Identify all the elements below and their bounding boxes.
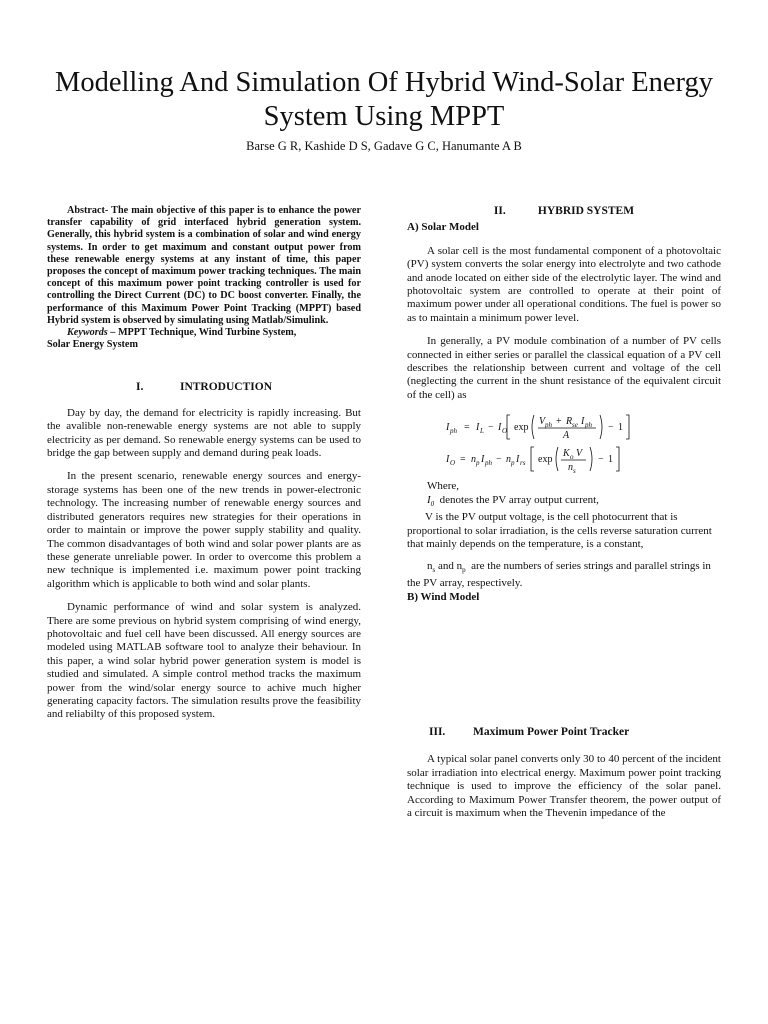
svg-text:exp: exp (514, 422, 529, 434)
svg-text:o: o (570, 453, 574, 462)
svg-text:1: 1 (608, 454, 613, 466)
left-column (47, 205, 361, 732)
section-number: I. (135, 381, 144, 394)
svg-text:+: + (556, 416, 562, 428)
section-number: II. (493, 205, 506, 217)
abstract-body: The main objective of this paper is to enhance the power transfer capability of grid interfaced hybrid generation system. Generally, this hybrid system is a combination of solar and wind energy systems. In order to get maximum and constant output power from these renewable energy systems at any instant of time, this paper proposes the concept of maximum power tracking techniques. The main concept of this maximum power point tracking controller is used for controlling the Direct Current (DC) to DC boost converter. Finally, the performance of this Maximum Power Point Tracking (MPPT) based Hybrid system is observed by simulating using Matlab/Simulink. (47, 205, 361, 326)
intro-paragraph-3: Dynamic performance of wind and solar system is analyzed. There are some previous on hybrid system comprising of wind energy, photovoltaic and fuel cell have been discussed. All energy sources are modeled using MATLAB software tool to analyze their behaviour. In this paper, a wind solar hybrid power generation system is model is studied and simulated. A simple control method tracks the maximum power from the wind/solar energy source to achive much higher generating capacity factors. The simulation results prove the feasibility and reliabilty of this proposed system. (47, 601, 361, 721)
svg-text:s: s (573, 467, 576, 475)
section-title: Maximum Power Point Tracker (473, 725, 630, 738)
svg-text:se: se (572, 421, 578, 430)
svg-text:R: R (566, 416, 573, 428)
svg-text:L: L (480, 427, 484, 436)
keywords (47, 327, 361, 339)
svg-text:I: I (516, 454, 520, 466)
svg-text:1: 1 (618, 422, 623, 434)
subheading-solar-model: A) Solar Model (407, 221, 479, 234)
svg-text:V: V (539, 416, 546, 428)
svg-text:−: − (488, 422, 494, 434)
section-heading-hybrid-system (407, 205, 721, 218)
section-heading-mppt (407, 726, 721, 739)
svg-text:p: p (511, 459, 515, 468)
svg-text:=: = (464, 422, 470, 434)
solar-paragraph-1: A solar cell is the most fundamental component of a photovoltaic (PV) system converts the solar energy into electrolyte and two cathode and anode located on either side of the electrolytic layer. The wind and photovoltaic system are controlled to operate at their point of maximum power under all operational conditions. The fuel is power so as to maintain a minimum power level. (407, 244, 721, 324)
svg-text:ph: ph (585, 421, 592, 430)
right-column (407, 205, 721, 830)
svg-text:I: I (581, 416, 585, 428)
mppt-paragraph-1: A typical solar panel converts only 30 to 40 percent of the incident solar irradiation into electrical energy. Maximum power point tracking technique is used to improve the efficiency of the solar panel. According to Maximum Power Transfer theorem, the power output of a circuit is maximum when the Thevenin impedance of the (407, 753, 721, 819)
keywords-text: – MPPT Technique, Wind Turbine System, (110, 327, 297, 339)
definition-io: $I_0$ denotes the PV array output current, (427, 493, 599, 508)
svg-text:I: I (446, 422, 450, 434)
svg-text:n: n (568, 462, 573, 474)
solar-paragraph-2: In generally, a PV module combination of a number of PV cells connected in either series or parallel the classical equation of a PV cell describes the relationship between current and voltage of the cell (neglecting the current in the shunt resistance of the equivalent circuit of the cell) as (407, 335, 721, 401)
abstract-label: Abstract- (67, 205, 109, 216)
author-list: Barse G R, Kashide D S, Gadave G C, Hanumante A B (246, 139, 522, 153)
svg-text:rs: rs (520, 459, 526, 468)
svg-text:−: − (598, 454, 604, 466)
svg-text:n: n (506, 454, 511, 466)
keywords-label: Keywords (67, 327, 108, 339)
section-number: III. (429, 725, 446, 738)
svg-text:I: I (481, 454, 485, 466)
svg-text:A: A (563, 430, 570, 442)
keywords-line2: Solar Energy System (47, 339, 138, 351)
svg-text:O: O (502, 427, 508, 436)
svg-text:ph: ph (485, 459, 492, 468)
intro-paragraph-1: Day by day, the demand for electricity is rapidly increasing. But the avalible non-renewable energy systems are not able to supply electricity as per demand. So renewable energy systems can be used to bridge the gap between supply and demand during peak loads. (47, 406, 361, 460)
definition-v: V is the PV output voltage, is the cell photocurrent that is proportional to solar irradiation, is the cells reverse saturation current that mainly depends on the temperature, is a constant, (407, 511, 712, 551)
svg-text:=: = (460, 454, 466, 466)
svg-text:O: O (450, 459, 456, 468)
svg-text:exp: exp (538, 454, 553, 466)
paper-title: Modelling And Simulation Of Hybrid Wind-Solar Energy System Using MPPT (54, 67, 713, 132)
svg-text:p: p (476, 459, 480, 468)
abstract-block (47, 205, 361, 351)
svg-text:K: K (563, 448, 570, 460)
svg-text:V: V (576, 448, 583, 460)
pv-cell-equations (444, 412, 684, 474)
svg-text:I: I (446, 454, 450, 466)
intro-paragraph-2: In the present scenario, renewable energy sources and energy- storage systems has been one of the new trends in power-electronic technology. The increasing number of renewable energy sources and distributed generators requires new strategies for their operations in order to maintain or improve the power supply stability and quality. The common disadvantages of both wind and solar power plants are as these generate unreliable power. In order to overcome this problem a new technique is implemented i.e. maximum power point tracking algorithm which is applicable to both wind and solar plants. (47, 470, 361, 590)
svg-text:ph: ph (450, 427, 457, 436)
svg-text:−: − (496, 454, 502, 466)
definition-ns-np: $n_s$ and $n_p$ are the numbers of series strings and parallel strings in the PV array, respectively. (407, 559, 711, 590)
abstract-text (47, 205, 361, 327)
svg-text:−: − (608, 422, 614, 434)
svg-text:I: I (498, 422, 502, 434)
subheading-wind-model: B) Wind Model (407, 590, 480, 603)
section-title: INTRODUCTION (179, 381, 272, 394)
svg-text:n: n (471, 454, 476, 466)
where-label: Where, (427, 480, 460, 493)
section-heading-introduction (47, 381, 361, 394)
svg-text:I: I (476, 422, 480, 434)
svg-text:ph: ph (545, 421, 552, 430)
section-title: HYBRID SYSTEM (537, 205, 635, 217)
